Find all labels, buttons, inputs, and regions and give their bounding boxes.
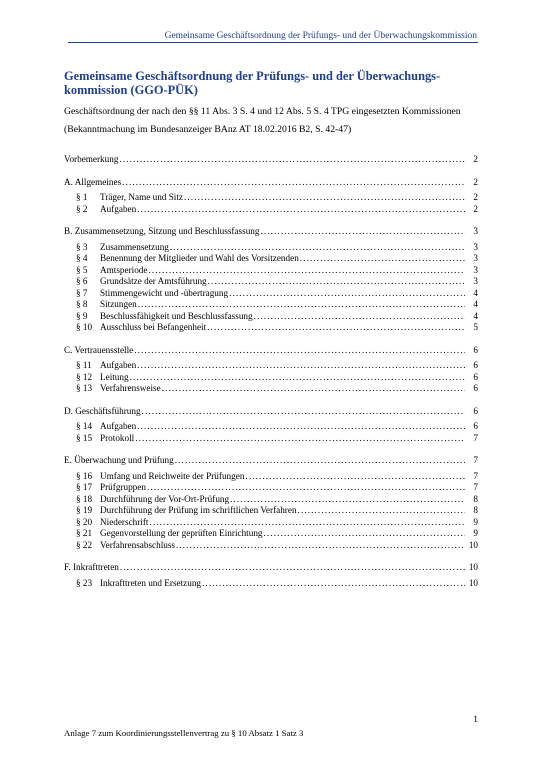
toc-dot-leader — [122, 177, 465, 189]
toc-subsection-entry[interactable] — [64, 421, 478, 433]
toc-subsection-entry[interactable] — [64, 322, 478, 334]
toc-subsection-entry[interactable] — [64, 204, 478, 216]
toc-entry-number: § 7 — [76, 287, 88, 298]
toc-dot-leader — [202, 578, 465, 590]
toc-dot-leader — [298, 505, 465, 517]
footer-text: Anlage 7 zum Koordinierungsstellenvertrag zu § 10 Absatz 1 Satz 3 — [64, 728, 304, 738]
toc-subsection-entry[interactable] — [64, 383, 478, 395]
toc-entry-label: E. Überwachung und Prüfung — [64, 455, 174, 465]
toc-section-entry[interactable] — [64, 345, 478, 357]
toc-dot-leader — [137, 421, 465, 433]
toc-entry-label: Leitung — [100, 371, 129, 382]
toc-dot-leader — [137, 360, 465, 372]
toc-entry-page: 6 — [473, 421, 478, 431]
toc-entry-label: Vorbemerkung — [64, 154, 119, 164]
toc-subsection-entry[interactable] — [64, 192, 478, 204]
toc-entry-number: § 17 — [76, 482, 93, 492]
toc-subsection-entry[interactable] — [64, 311, 478, 323]
toc-entry-label: Durchführung der Vor-Ort-Prüfung — [100, 493, 230, 504]
toc-entry-label: Grundsätze der Amtsführung — [100, 276, 207, 286]
toc-section-entry[interactable] — [64, 226, 478, 238]
toc-entry-label: A. Allgemeines — [64, 176, 122, 187]
toc-subsection-entry[interactable] — [64, 253, 478, 265]
toc-entry-label: B. Zusammensetzung, Sitzung und Beschlussfassung — [64, 226, 260, 236]
toc-entry-label: Verfahrensweise — [100, 383, 161, 393]
toc-dot-leader — [137, 204, 465, 216]
toc-entry-number: § 23 — [76, 577, 93, 588]
toc-entry-page: 9 — [473, 528, 478, 538]
toc-entry-number: § 10 — [76, 322, 93, 332]
toc-dot-leader — [119, 154, 465, 166]
toc-dot-leader — [142, 406, 465, 418]
toc-entry-number: § 3 — [76, 241, 88, 252]
toc-entry-label: F. Inkrafttreten — [64, 562, 119, 572]
toc-entry-page: 3 — [473, 226, 478, 236]
toc-entry-label: Aufgaben — [100, 360, 137, 370]
toc-dot-leader — [260, 226, 465, 238]
page-number: 1 — [473, 715, 478, 725]
toc-subsection-entry[interactable] — [64, 528, 478, 540]
toc-entry-label: Umfang und Reichweite der Prüfungen — [100, 470, 245, 481]
toc-dot-leader — [120, 562, 465, 574]
document-subtitle — [64, 103, 484, 139]
toc-entry-label: Niederschrift — [100, 516, 149, 527]
toc-entry-label: Aufgaben — [100, 203, 137, 214]
toc-entry-number: § 6 — [76, 276, 88, 286]
toc-entry-number: § 11 — [76, 360, 92, 370]
toc-entry-label: Protokoll — [100, 432, 135, 443]
toc-dot-leader — [207, 322, 465, 334]
toc-entry-number: § 19 — [76, 505, 93, 515]
toc-dot-leader — [184, 192, 465, 204]
toc-entry-page: 7 — [473, 482, 478, 492]
toc-dot-leader — [170, 242, 465, 254]
toc-entry-label: Ausschluss bei Befangenheit — [100, 322, 207, 332]
toc-dot-leader — [138, 299, 465, 311]
toc-entry-page: 10 — [468, 562, 478, 572]
toc-entry-label: Sitzungen — [100, 299, 137, 309]
toc-dot-leader — [254, 311, 465, 323]
toc-entry-label: D. Geschäftsführung — [64, 405, 141, 416]
toc-entry-label: Beschlussfähigkeit und Beschlussfassung — [100, 310, 253, 321]
toc-section-entry[interactable] — [64, 562, 478, 574]
toc-entry-number: § 15 — [76, 432, 93, 443]
toc-entry-number: § 20 — [76, 516, 93, 527]
toc-dot-leader — [130, 372, 465, 384]
toc-subsection-entry[interactable] — [64, 265, 478, 277]
toc-entry-number: § 18 — [76, 493, 93, 504]
toc-dot-leader — [300, 253, 465, 265]
toc-entry-label: Stimmengewicht und -übertragung — [100, 287, 229, 298]
toc-subsection-entry[interactable] — [64, 540, 478, 552]
toc-entry-number: § 14 — [76, 421, 93, 431]
toc-entry-page: 6 — [473, 344, 478, 355]
toc-entry-page: 9 — [473, 516, 478, 527]
toc-entry-page: 10 — [468, 577, 478, 588]
toc-subsection-entry[interactable] — [64, 517, 478, 529]
header-rule — [68, 42, 478, 43]
toc-subsection-entry[interactable] — [64, 482, 478, 494]
toc-entry-label: Zusammensetzung — [100, 241, 169, 252]
toc-dot-leader — [230, 494, 465, 506]
toc-subsection-entry[interactable] — [64, 494, 478, 506]
toc-entry-number: § 2 — [76, 203, 88, 214]
toc-dot-leader — [245, 471, 465, 483]
toc-subsection-entry[interactable] — [64, 299, 478, 311]
toc-section-entry[interactable] — [64, 455, 478, 467]
toc-dot-leader — [229, 288, 465, 300]
toc-entry-number: § 1 — [76, 192, 88, 202]
toc-subsection-entry[interactable] — [64, 433, 478, 445]
toc-entry-number: § 9 — [76, 310, 88, 321]
toc-dot-leader — [147, 482, 465, 494]
toc-entry-page: 6 — [473, 405, 478, 416]
toc-entry-page: 10 — [468, 539, 478, 550]
toc-section-entry[interactable] — [64, 177, 478, 189]
toc-entry-page: 2 — [473, 176, 478, 187]
toc-dot-leader — [148, 265, 465, 277]
toc-entry-label: Gegenvorstellung der geprüften Einrichtung — [100, 528, 263, 538]
subtitle-line: (Bekanntmachung im Bundesanzeiger BAnz AT 18.02.2016 B2, S. 42-47) — [64, 124, 352, 135]
toc-dot-leader — [176, 540, 465, 552]
toc-entry-page: 6 — [473, 383, 478, 393]
toc-subsection-entry[interactable] — [64, 505, 478, 517]
toc-entry-page: 8 — [473, 505, 478, 515]
toc-subsection-entry[interactable] — [64, 471, 478, 483]
toc-section-entry[interactable] — [64, 154, 478, 166]
toc-dot-leader — [135, 433, 465, 445]
toc-entry-page: 4 — [473, 287, 478, 298]
toc-entry-label: C. Vertrauensstelle — [64, 344, 134, 355]
toc-entry-page: 2 — [473, 154, 478, 164]
toc-entry-page: 6 — [473, 371, 478, 382]
toc-subsection-entry[interactable] — [64, 578, 478, 590]
toc-dot-leader — [149, 517, 465, 529]
toc-dot-leader — [134, 345, 465, 357]
toc-entry-number: § 5 — [76, 264, 88, 275]
toc-subsection-entry[interactable] — [64, 360, 478, 372]
toc-subsection-entry[interactable] — [64, 276, 478, 288]
toc-entry-page: 7 — [473, 455, 478, 465]
toc-entry-label: Aufgaben — [100, 421, 137, 431]
toc-subsection-entry[interactable] — [64, 288, 478, 300]
table-of-contents — [64, 154, 478, 589]
toc-entry-label: Prüfgruppen — [100, 482, 146, 492]
toc-entry-page: 2 — [473, 203, 478, 214]
toc-entry-page: 7 — [473, 432, 478, 443]
toc-dot-leader — [264, 528, 465, 540]
toc-entry-number: § 12 — [76, 371, 93, 382]
toc-entry-page: 8 — [473, 493, 478, 504]
toc-dot-leader — [208, 276, 465, 288]
toc-entry-number: § 4 — [76, 253, 88, 263]
toc-entry-label: Verfahrensabschluss — [100, 539, 176, 550]
toc-entry-label: Träger, Name und Sitz — [100, 192, 183, 202]
toc-entry-page: 5 — [473, 322, 478, 332]
toc-entry-page: 3 — [473, 253, 478, 263]
toc-entry-label: Durchführung der Prüfung im schriftlichen Verfahren — [100, 505, 297, 515]
toc-entry-number: § 16 — [76, 470, 93, 481]
toc-entry-page: 4 — [473, 310, 478, 321]
document-title: Gemeinsame Geschäftsordnung der Prüfungs- und der Überwachungs-kommission (GGO-PÜK) — [64, 69, 441, 97]
toc-entry-label: Amtsperiode — [100, 264, 148, 275]
toc-dot-leader — [175, 455, 465, 467]
toc-entry-page: 3 — [473, 241, 478, 252]
toc-entry-page: 2 — [473, 192, 478, 202]
toc-entry-number: § 21 — [76, 528, 93, 538]
toc-subsection-entry[interactable] — [64, 372, 478, 384]
toc-entry-page: 7 — [473, 470, 478, 481]
toc-entry-label: Inkrafttreten und Ersetzung — [100, 577, 202, 588]
toc-entry-label: Benennung der Mitglieder und Wahl des Vorsitzenden — [100, 253, 299, 263]
toc-entry-page: 3 — [473, 276, 478, 286]
subtitle-line: Geschäftsordnung der nach den §§ 11 Abs. 3 S. 4 und 12 Abs. 5 S. 4 TPG eingesetzten Kommissionen — [64, 106, 461, 117]
toc-entry-page: 6 — [473, 360, 478, 370]
toc-entry-number: § 8 — [76, 299, 88, 309]
running-header-title: Gemeinsame Geschäftsordnung der Prüfungs- und der Überwachungskommission — [164, 31, 477, 41]
toc-section-entry[interactable] — [64, 406, 478, 418]
toc-entry-number: § 22 — [76, 539, 93, 550]
toc-entry-page: 4 — [473, 299, 478, 309]
toc-entry-page: 3 — [473, 264, 478, 275]
toc-subsection-entry[interactable] — [64, 242, 478, 254]
toc-entry-number: § 13 — [76, 383, 93, 393]
toc-dot-leader — [162, 383, 465, 395]
